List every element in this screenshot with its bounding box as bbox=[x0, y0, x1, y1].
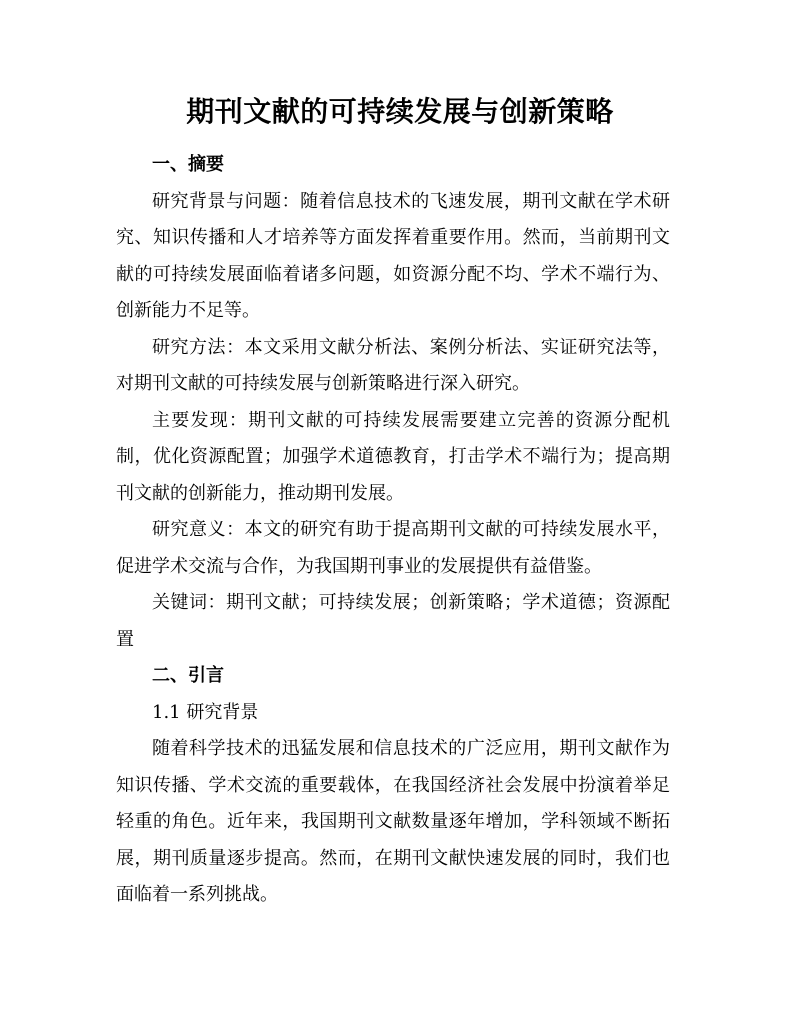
keywords-paragraph: 关键词：期刊文献；可持续发展；创新策略；学术道德；资源配置 bbox=[116, 592, 670, 650]
abstract-background-paragraph: 研究背景与问题：随着信息技术的飞速发展，期刊文献在学术研究、知识传播和人才培养等方面发挥着重要作用。然而，当前期刊文献的可持续发展面临着诸多问题，如资源分配不均、学术不端行为、创新能力不足等。 bbox=[116, 190, 670, 321]
section-heading-abstract: 一、摘要 bbox=[152, 154, 224, 175]
section-heading-introduction: 二、引言 bbox=[152, 665, 224, 686]
subsection-heading-background: 1.1 研究背景 bbox=[152, 701, 259, 723]
abstract-findings-paragraph: 主要发现：期刊文献的可持续发展需要建立完善的资源分配机制，优化资源配置；加强学术道德教育，打击学术不端行为；提高期刊文献的创新能力，推动期刊发展。 bbox=[116, 409, 670, 504]
abstract-significance-paragraph: 研究意义：本文的研究有助于提高期刊文献的可持续发展水平，促进学术交流与合作，为我国期刊事业的发展提供有益借鉴。 bbox=[116, 519, 670, 577]
abstract-method-paragraph: 研究方法：本文采用文献分析法、案例分析法、实证研究法等，对期刊文献的可持续发展与创新策略进行深入研究。 bbox=[116, 336, 670, 394]
document-title: 期刊文献的可持续发展与创新策略 bbox=[186, 95, 614, 128]
document-body bbox=[116, 147, 670, 914]
introduction-paragraph: 随着科学技术的迅猛发展和信息技术的广泛应用，期刊文献作为知识传播、学术交流的重要载体，在我国经济社会发展中扮演着举足轻重的角色。近年来，我国期刊文献数量逐年增加，学科领域不断拓展，期刊质量逐步提高。然而，在期刊文献快速发展的同时，我们也面临着一系列挑战。 bbox=[116, 738, 670, 905]
